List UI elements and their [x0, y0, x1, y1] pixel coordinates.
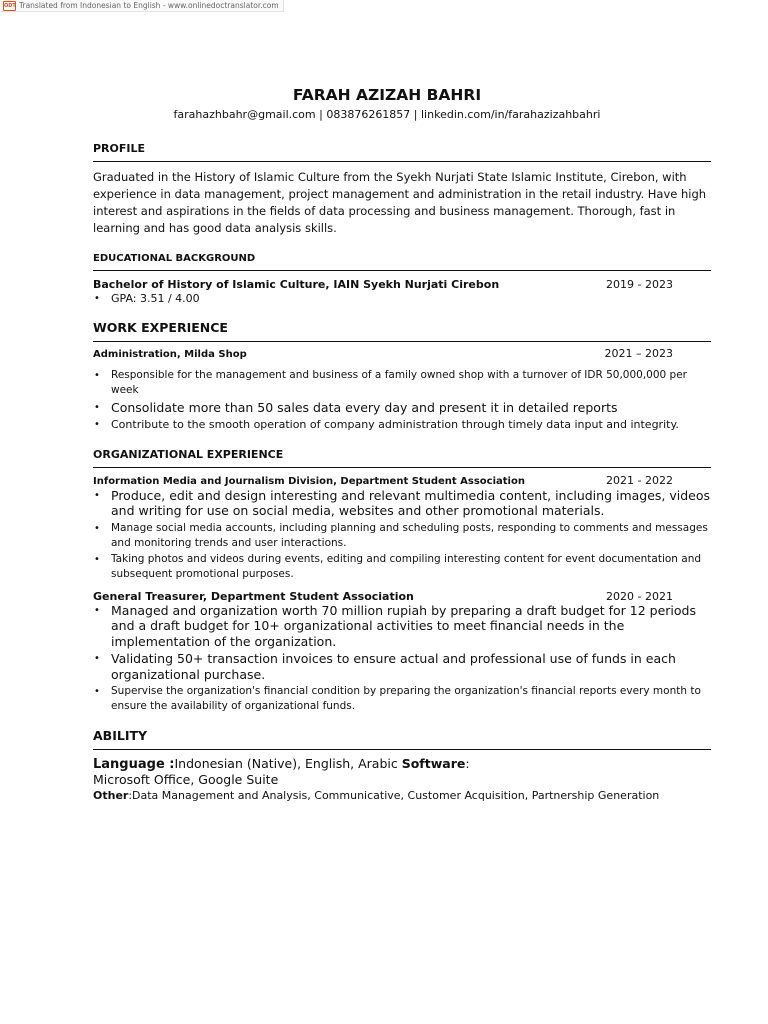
organization-years: 2021 - 2022	[606, 473, 673, 487]
language-label: Language :	[93, 757, 175, 772]
list-item: • Managed and organization worth 70 million rupiah by preparing a draft budget for 12 periods and a draft budget for 10+ organizational activities to meet financial needs in the implementation of the organization.	[93, 603, 711, 650]
translator-logo-icon: ODT	[4, 2, 16, 9]
divider	[93, 341, 711, 342]
divider	[93, 161, 711, 162]
list-item: • Taking photos and videos during events, editing and compiling interesting content for event documentation and subsequent promotional purposes.	[93, 552, 711, 582]
section-title-ability: ABILITY	[93, 728, 148, 743]
work-entry-head	[93, 347, 711, 360]
organization-entry-head	[93, 474, 711, 487]
organization-entry-head	[93, 590, 711, 603]
resume-name: FARAH AZIZAH BAHRI	[292, 86, 482, 104]
education-section	[93, 253, 711, 306]
software-colon: :	[465, 756, 470, 771]
organization-years: 2020 - 2021	[606, 589, 673, 603]
banner-text: Translated from Indonesian to English - www.onlinedoctranslator.com	[19, 1, 279, 10]
list-item: • Consolidate more than 50 sales data every day and present it in detailed reports	[93, 400, 711, 416]
divider	[93, 467, 711, 468]
divider	[93, 270, 711, 271]
section-title-education: EDUCATIONAL BACKGROUND	[93, 253, 256, 264]
language-value: Indonesian (Native), English, Arabic	[174, 756, 402, 771]
work-years: 2021 – 2023	[604, 347, 673, 360]
ability-section	[93, 728, 711, 802]
list-item: • Validating 50+ transaction invoices to ensure actual and professional use of funds in each organizational purchase.	[93, 651, 711, 682]
software-value: Microsoft Office, Google Suite	[93, 772, 279, 787]
section-title-organization: ORGANIZATIONAL EXPERIENCE	[93, 447, 284, 461]
work-role: Administration, Milda Shop	[93, 349, 247, 360]
translation-banner	[0, 0, 284, 12]
education-entry-head	[93, 278, 711, 291]
divider	[93, 749, 711, 750]
other-value: :Data Management and Analysis, Communicative, Customer Acquisition, Partnership Generation	[128, 789, 660, 802]
list-item: • GPA: 3.51 / 4.00	[93, 291, 711, 306]
organization-role: Information Media and Journalism Division, Department Student Association	[93, 475, 525, 487]
list-item: • Produce, edit and design interesting and relevant multimedia content, including images, videos and writing for use on social media, websites and other promotional materials.	[93, 488, 711, 519]
list-item: • Supervise the organization's financial condition by preparing the organization's financial reports every month to ensure the availability of organizational funds.	[93, 684, 711, 714]
education-degree: Bachelor of History of Islamic Culture, IAIN Syekh Nurjati Cirebon	[93, 278, 500, 291]
section-title-profile: PROFILE	[93, 142, 146, 155]
organization-section	[93, 448, 711, 715]
work-section	[93, 320, 711, 432]
profile-section	[93, 142, 711, 237]
other-label: Other	[93, 789, 129, 802]
education-years: 2019 - 2023	[606, 278, 673, 291]
list-item: • Responsible for the management and business of a family owned shop with a turnover of IDR 50,000,000 per week	[93, 368, 711, 398]
list-item: • Manage social media accounts, including planning and scheduling posts, responding to comments and messages and monitoring trends and user interactions.	[93, 521, 711, 551]
resume-page	[93, 86, 711, 802]
section-title-work: WORK EXPERIENCE	[93, 320, 228, 335]
ability-language-software	[93, 756, 711, 787]
organization-role: General Treasurer, Department Student Association	[93, 589, 414, 603]
software-label: Software	[401, 756, 466, 771]
ability-other	[93, 789, 711, 802]
profile-text: Graduated in the History of Islamic Culture from the Syekh Nurjati State Islamic Institute, Cirebon, with experience in data management, project management and administration in the retail industry. Have high interest and aspirations in the fields of data processing and business management. Thorough, fast in learning and has good data analysis skills.	[93, 170, 707, 235]
contact-line: farahazhbahr@gmail.com | 083876261857 | linkedin.com/in/farahazizahbahri	[173, 108, 601, 121]
list-item: • Contribute to the smooth operation of company administration through timely data input and integrity.	[93, 417, 711, 432]
